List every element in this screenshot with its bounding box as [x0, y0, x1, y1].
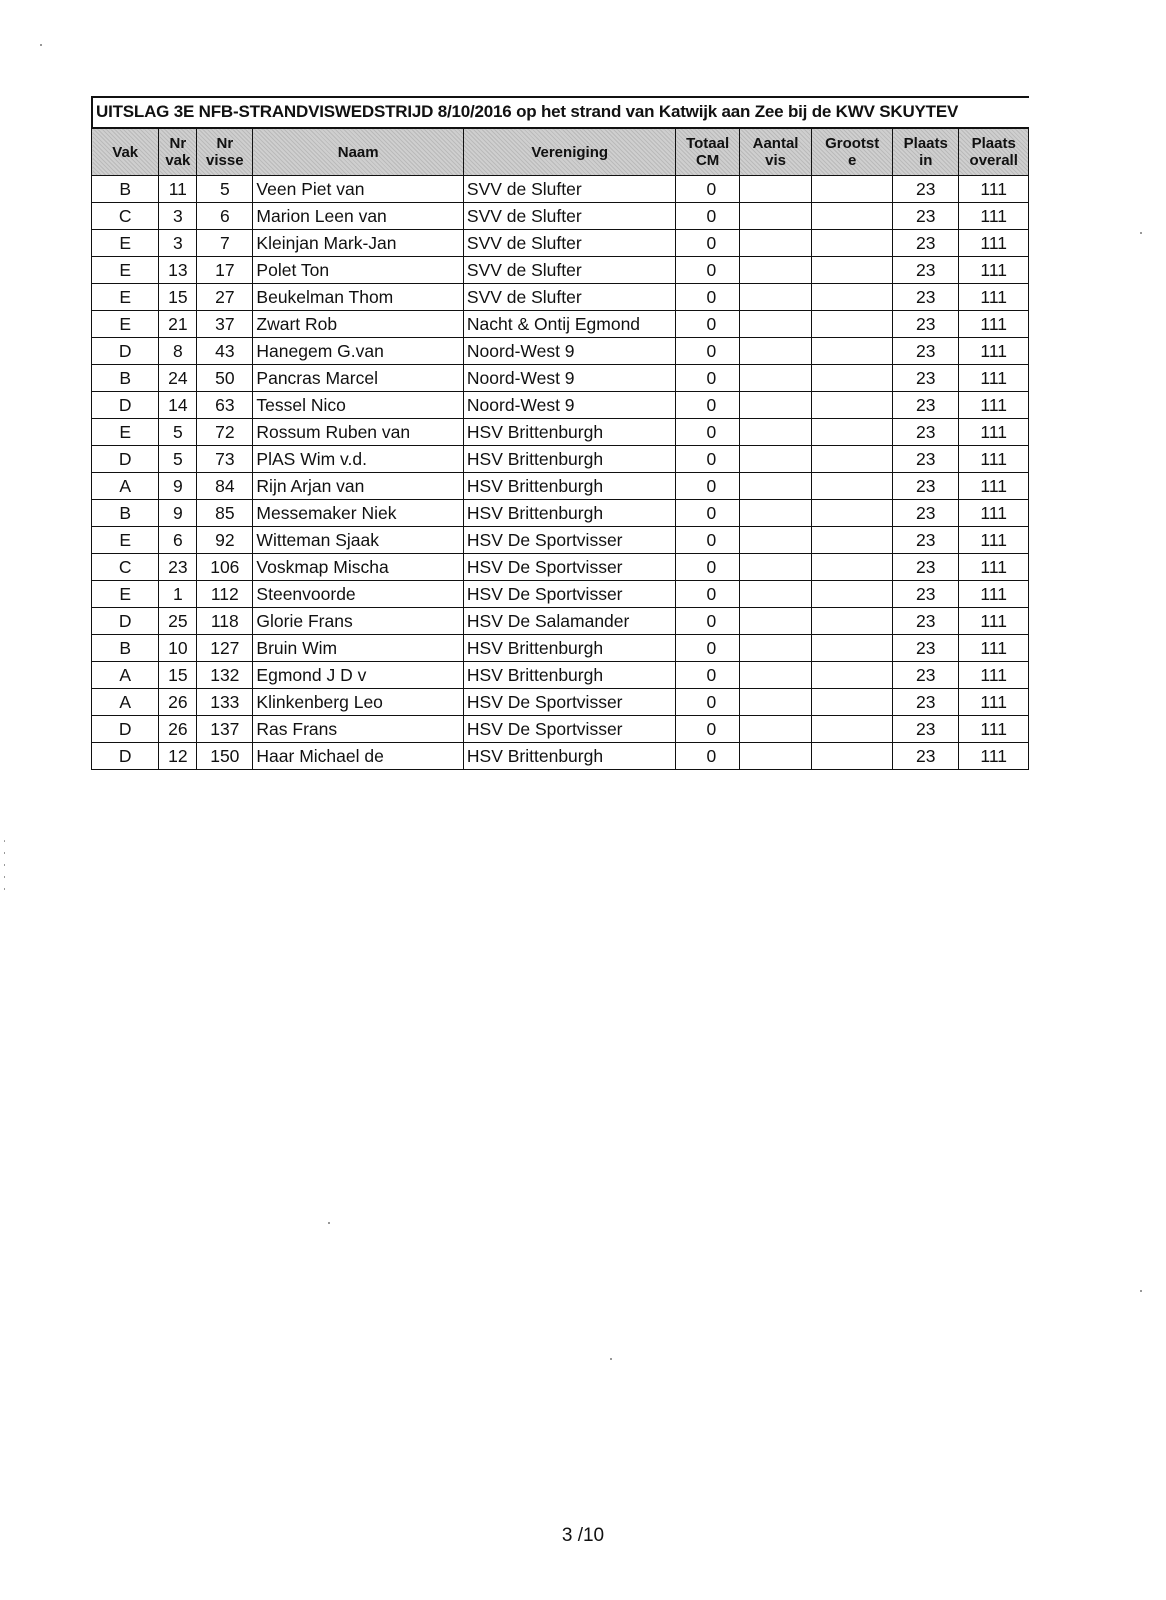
cell-aantal [739, 581, 812, 608]
cell-naam: Steenvoorde [253, 581, 463, 608]
cell-plaats-in: 23 [893, 689, 959, 716]
cell-vereniging: HSV Brittenburgh [463, 500, 676, 527]
col-header-plaats-overall: Plaats overall [959, 129, 1029, 176]
table-row [92, 230, 1029, 257]
cell-nr-visser: 137 [197, 716, 253, 743]
table-row [92, 311, 1029, 338]
cell-vak: E [92, 230, 159, 257]
cell-vak: B [92, 176, 159, 203]
col-header-aantal: Aantal vis [739, 129, 812, 176]
results-table [91, 128, 1029, 770]
cell-nr-visser: 92 [197, 527, 253, 554]
cell-vak: A [92, 689, 159, 716]
cell-plaats-in: 23 [893, 716, 959, 743]
cell-vereniging: SVV de Slufter [463, 230, 676, 257]
cell-aantal [739, 311, 812, 338]
cell-vereniging: Noord-West 9 [463, 365, 676, 392]
cell-vak: E [92, 419, 159, 446]
cell-plaats-in: 23 [893, 608, 959, 635]
cell-grootste [812, 176, 893, 203]
cell-grootste [812, 662, 893, 689]
cell-nr-vak: 1 [159, 581, 197, 608]
cell-nr-visser: 72 [197, 419, 253, 446]
cell-naam: Klinkenberg Leo [253, 689, 463, 716]
scan-speck [328, 1222, 330, 1224]
cell-vereniging: SVV de Slufter [463, 203, 676, 230]
cell-vereniging: SVV de Slufter [463, 176, 676, 203]
table-row [92, 608, 1029, 635]
cell-nr-visser: 63 [197, 392, 253, 419]
cell-nr-visser: 7 [197, 230, 253, 257]
cell-plaats-in: 23 [893, 527, 959, 554]
cell-vak: C [92, 554, 159, 581]
cell-totaal: 0 [676, 554, 739, 581]
cell-plaats-in: 23 [893, 365, 959, 392]
cell-naam: Voskmap Mischa [253, 554, 463, 581]
cell-plaats-in: 23 [893, 554, 959, 581]
cell-nr-visser: 132 [197, 662, 253, 689]
cell-grootste [812, 446, 893, 473]
cell-nr-vak: 9 [159, 473, 197, 500]
cell-totaal: 0 [676, 527, 739, 554]
cell-plaats-overall: 111 [959, 392, 1029, 419]
cell-vereniging: HSV Brittenburgh [463, 743, 676, 770]
cell-grootste [812, 554, 893, 581]
cell-vereniging: HSV De Salamander [463, 608, 676, 635]
cell-aantal [739, 392, 812, 419]
cell-nr-visser: 133 [197, 689, 253, 716]
cell-nr-visser: 112 [197, 581, 253, 608]
cell-aantal [739, 176, 812, 203]
cell-nr-vak: 14 [159, 392, 197, 419]
cell-nr-vak: 25 [159, 608, 197, 635]
cell-nr-vak: 12 [159, 743, 197, 770]
cell-nr-vak: 13 [159, 257, 197, 284]
table-row [92, 689, 1029, 716]
cell-totaal: 0 [676, 284, 739, 311]
cell-aantal [739, 338, 812, 365]
cell-vereniging: HSV Brittenburgh [463, 662, 676, 689]
cell-naam: Hanegem G.van [253, 338, 463, 365]
cell-nr-vak: 11 [159, 176, 197, 203]
cell-plaats-overall: 111 [959, 500, 1029, 527]
cell-plaats-in: 23 [893, 257, 959, 284]
cell-grootste [812, 419, 893, 446]
cell-totaal: 0 [676, 500, 739, 527]
col-header-totaal: Totaal CM [676, 129, 739, 176]
cell-naam: Egmond J D v [253, 662, 463, 689]
cell-vak: D [92, 716, 159, 743]
table-row [92, 392, 1029, 419]
cell-vak: A [92, 662, 159, 689]
cell-totaal: 0 [676, 635, 739, 662]
cell-grootste [812, 365, 893, 392]
cell-vak: E [92, 284, 159, 311]
cell-vereniging: HSV Brittenburgh [463, 446, 676, 473]
cell-nr-vak: 23 [159, 554, 197, 581]
cell-vak: D [92, 446, 159, 473]
cell-naam: Rossum Ruben van [253, 419, 463, 446]
cell-nr-visser: 106 [197, 554, 253, 581]
cell-totaal: 0 [676, 176, 739, 203]
cell-totaal: 0 [676, 716, 739, 743]
cell-plaats-overall: 111 [959, 176, 1029, 203]
cell-plaats-in: 23 [893, 284, 959, 311]
cell-nr-visser: 6 [197, 203, 253, 230]
col-header-grootste: Grootst e [812, 129, 893, 176]
cell-plaats-overall: 111 [959, 554, 1029, 581]
cell-nr-visser: 118 [197, 608, 253, 635]
cell-plaats-in: 23 [893, 581, 959, 608]
table-row [92, 419, 1029, 446]
cell-vak: B [92, 635, 159, 662]
cell-plaats-overall: 111 [959, 446, 1029, 473]
cell-nr-visser: 27 [197, 284, 253, 311]
table-row [92, 581, 1029, 608]
cell-totaal: 0 [676, 257, 739, 284]
cell-totaal: 0 [676, 230, 739, 257]
cell-plaats-overall: 111 [959, 311, 1029, 338]
cell-naam: Rijn Arjan van [253, 473, 463, 500]
cell-plaats-overall: 111 [959, 203, 1029, 230]
cell-vak: B [92, 365, 159, 392]
cell-nr-vak: 9 [159, 500, 197, 527]
cell-plaats-overall: 111 [959, 716, 1029, 743]
cell-plaats-overall: 111 [959, 608, 1029, 635]
cell-totaal: 0 [676, 311, 739, 338]
cell-nr-vak: 8 [159, 338, 197, 365]
table-row [92, 554, 1029, 581]
cell-grootste [812, 230, 893, 257]
cell-nr-vak: 15 [159, 284, 197, 311]
cell-naam: Tessel Nico [253, 392, 463, 419]
cell-vereniging: HSV De Sportvisser [463, 689, 676, 716]
cell-totaal: 0 [676, 365, 739, 392]
cell-plaats-in: 23 [893, 176, 959, 203]
cell-nr-vak: 24 [159, 365, 197, 392]
cell-nr-vak: 10 [159, 635, 197, 662]
cell-plaats-overall: 111 [959, 635, 1029, 662]
cell-aantal [739, 716, 812, 743]
cell-aantal [739, 689, 812, 716]
cell-grootste [812, 500, 893, 527]
cell-plaats-in: 23 [893, 500, 959, 527]
table-row [92, 743, 1029, 770]
cell-plaats-overall: 111 [959, 473, 1029, 500]
cell-nr-vak: 3 [159, 230, 197, 257]
cell-grootste [812, 311, 893, 338]
cell-vereniging: Noord-West 9 [463, 392, 676, 419]
cell-grootste [812, 608, 893, 635]
cell-vereniging: Noord-West 9 [463, 338, 676, 365]
cell-nr-visser: 150 [197, 743, 253, 770]
scan-speck [40, 44, 42, 46]
cell-grootste [812, 203, 893, 230]
cell-aantal [739, 446, 812, 473]
cell-totaal: 0 [676, 473, 739, 500]
cell-naam: Zwart Rob [253, 311, 463, 338]
cell-nr-visser: 84 [197, 473, 253, 500]
cell-aantal [739, 743, 812, 770]
cell-naam: Polet Ton [253, 257, 463, 284]
cell-grootste [812, 689, 893, 716]
cell-totaal: 0 [676, 662, 739, 689]
cell-vak: E [92, 257, 159, 284]
table-row [92, 635, 1029, 662]
cell-plaats-overall: 111 [959, 257, 1029, 284]
cell-vereniging: SVV de Slufter [463, 257, 676, 284]
scan-speck [1140, 232, 1142, 234]
cell-aantal [739, 419, 812, 446]
cell-vak: D [92, 743, 159, 770]
cell-grootste [812, 743, 893, 770]
cell-grootste [812, 257, 893, 284]
scan-speck [4, 840, 5, 900]
cell-naam: Witteman Sjaak [253, 527, 463, 554]
cell-aantal [739, 662, 812, 689]
cell-aantal [739, 608, 812, 635]
cell-plaats-overall: 111 [959, 581, 1029, 608]
cell-nr-vak: 5 [159, 446, 197, 473]
table-row [92, 365, 1029, 392]
col-header-nr-visser: Nr visse [197, 129, 253, 176]
cell-naam: Beukelman Thom [253, 284, 463, 311]
cell-nr-vak: 26 [159, 689, 197, 716]
cell-vak: C [92, 203, 159, 230]
scan-speck [610, 1358, 612, 1360]
cell-nr-vak: 15 [159, 662, 197, 689]
table-row [92, 203, 1029, 230]
cell-plaats-overall: 111 [959, 527, 1029, 554]
col-header-plaats-in: Plaats in [893, 129, 959, 176]
cell-vereniging: Nacht & Ontij Egmond [463, 311, 676, 338]
cell-totaal: 0 [676, 392, 739, 419]
cell-naam: Glorie Frans [253, 608, 463, 635]
cell-plaats-overall: 111 [959, 284, 1029, 311]
cell-nr-visser: 43 [197, 338, 253, 365]
cell-plaats-overall: 111 [959, 365, 1029, 392]
cell-vereniging: HSV Brittenburgh [463, 473, 676, 500]
cell-vereniging: SVV de Slufter [463, 284, 676, 311]
table-row [92, 338, 1029, 365]
table-row [92, 527, 1029, 554]
cell-plaats-in: 23 [893, 392, 959, 419]
cell-plaats-in: 23 [893, 446, 959, 473]
cell-nr-visser: 127 [197, 635, 253, 662]
cell-totaal: 0 [676, 743, 739, 770]
cell-totaal: 0 [676, 581, 739, 608]
header-row [92, 129, 1029, 176]
cell-nr-visser: 85 [197, 500, 253, 527]
cell-plaats-in: 23 [893, 662, 959, 689]
cell-grootste [812, 527, 893, 554]
cell-aantal [739, 203, 812, 230]
cell-vak: B [92, 500, 159, 527]
cell-vak: D [92, 338, 159, 365]
cell-naam: Messemaker Niek [253, 500, 463, 527]
cell-vereniging: HSV De Sportvisser [463, 716, 676, 743]
cell-grootste [812, 581, 893, 608]
table-row [92, 716, 1029, 743]
cell-grootste [812, 338, 893, 365]
cell-naam: Haar Michael de [253, 743, 463, 770]
cell-vereniging: HSV Brittenburgh [463, 419, 676, 446]
cell-nr-visser: 17 [197, 257, 253, 284]
cell-naam: Kleinjan Mark-Jan [253, 230, 463, 257]
cell-plaats-in: 23 [893, 743, 959, 770]
cell-nr-vak: 6 [159, 527, 197, 554]
cell-grootste [812, 635, 893, 662]
cell-nr-visser: 5 [197, 176, 253, 203]
cell-aantal [739, 365, 812, 392]
document-title: UITSLAG 3E NFB-STRANDVISWEDSTRIJD 8/10/2016 op het strand van Katwijk aan Zee bij de KWV SKUYTEV [91, 96, 1029, 128]
cell-plaats-in: 23 [893, 230, 959, 257]
cell-aantal [739, 257, 812, 284]
cell-grootste [812, 284, 893, 311]
table-row [92, 473, 1029, 500]
col-header-vak: Vak [92, 129, 159, 176]
cell-plaats-in: 23 [893, 311, 959, 338]
cell-aantal [739, 554, 812, 581]
cell-vereniging: HSV De Sportvisser [463, 554, 676, 581]
table-row [92, 284, 1029, 311]
cell-nr-visser: 73 [197, 446, 253, 473]
cell-plaats-overall: 111 [959, 230, 1029, 257]
cell-naam: Pancras Marcel [253, 365, 463, 392]
cell-naam: PlAS Wim v.d. [253, 446, 463, 473]
cell-naam: Ras Frans [253, 716, 463, 743]
cell-vereniging: HSV Brittenburgh [463, 635, 676, 662]
cell-grootste [812, 473, 893, 500]
cell-nr-visser: 37 [197, 311, 253, 338]
cell-naam: Marion Leen van [253, 203, 463, 230]
cell-aantal [739, 230, 812, 257]
col-header-nr-vak: Nr vak [159, 129, 197, 176]
cell-plaats-overall: 111 [959, 689, 1029, 716]
cell-aantal [739, 284, 812, 311]
cell-plaats-overall: 111 [959, 419, 1029, 446]
cell-plaats-in: 23 [893, 635, 959, 662]
scan-speck [1140, 1290, 1142, 1292]
page-number: 3 /10 [561, 1525, 605, 1546]
table-row [92, 500, 1029, 527]
cell-totaal: 0 [676, 689, 739, 716]
cell-nr-visser: 50 [197, 365, 253, 392]
cell-totaal: 0 [676, 338, 739, 365]
cell-plaats-overall: 111 [959, 743, 1029, 770]
cell-vereniging: HSV De Sportvisser [463, 581, 676, 608]
col-header-vereniging: Vereniging [463, 129, 676, 176]
cell-plaats-overall: 111 [959, 662, 1029, 689]
cell-vak: D [92, 392, 159, 419]
cell-grootste [812, 716, 893, 743]
table-row [92, 662, 1029, 689]
cell-totaal: 0 [676, 608, 739, 635]
col-header-naam: Naam [253, 129, 463, 176]
cell-grootste [812, 392, 893, 419]
results-sheet [91, 96, 1029, 770]
cell-vak: D [92, 608, 159, 635]
cell-nr-vak: 3 [159, 203, 197, 230]
cell-totaal: 0 [676, 446, 739, 473]
cell-naam: Veen Piet van [253, 176, 463, 203]
cell-nr-vak: 5 [159, 419, 197, 446]
cell-aantal [739, 635, 812, 662]
cell-plaats-in: 23 [893, 473, 959, 500]
cell-aantal [739, 473, 812, 500]
table-row [92, 176, 1029, 203]
cell-naam: Bruin Wim [253, 635, 463, 662]
cell-plaats-overall: 111 [959, 338, 1029, 365]
cell-totaal: 0 [676, 419, 739, 446]
cell-plaats-in: 23 [893, 419, 959, 446]
cell-vereniging: HSV De Sportvisser [463, 527, 676, 554]
cell-nr-vak: 26 [159, 716, 197, 743]
cell-vak: A [92, 473, 159, 500]
cell-nr-vak: 21 [159, 311, 197, 338]
cell-aantal [739, 527, 812, 554]
table-row [92, 257, 1029, 284]
cell-vak: E [92, 527, 159, 554]
cell-plaats-in: 23 [893, 203, 959, 230]
cell-totaal: 0 [676, 203, 739, 230]
cell-plaats-in: 23 [893, 338, 959, 365]
cell-aantal [739, 500, 812, 527]
table-row [92, 446, 1029, 473]
cell-vak: E [92, 311, 159, 338]
cell-vak: E [92, 581, 159, 608]
